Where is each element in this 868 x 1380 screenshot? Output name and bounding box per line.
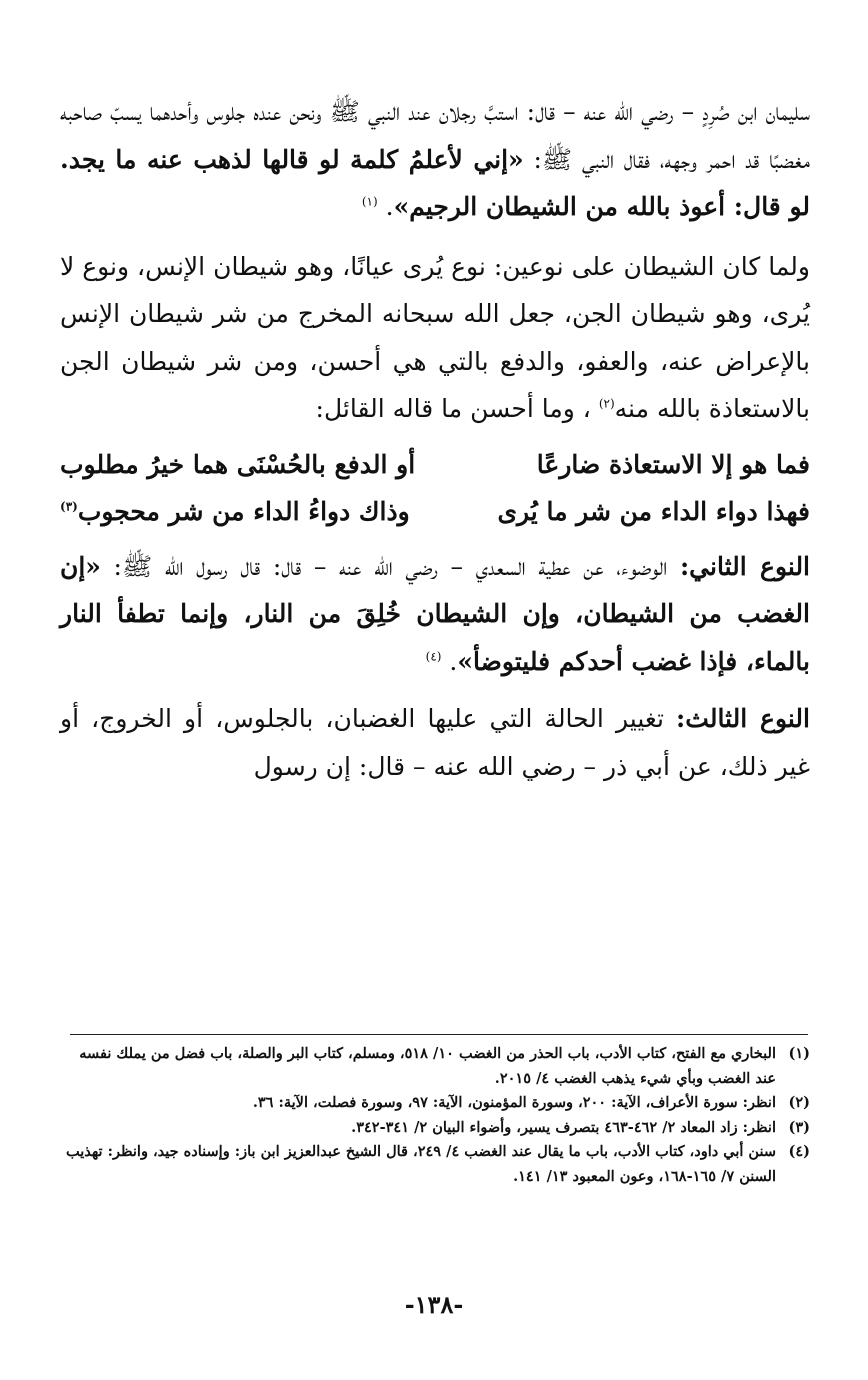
footnote-3-number: (٣) xyxy=(788,1118,810,1136)
verse-2-second-hemistich: وذاك دواءُ الداء من شر محجوب xyxy=(77,496,410,526)
footnote-1 xyxy=(60,1042,810,1091)
footnote-2-text: انظر: سورة الأعراف، الآية: ٢٠٠، وسورة المؤمنون، الآية: ٩٧، وسورة فصلت، الآية: ٣٦. xyxy=(252,1094,776,1111)
footnote-4-number: (٤) xyxy=(788,1143,810,1160)
footnote-3 xyxy=(60,1116,810,1141)
paragraph-2 xyxy=(60,243,810,433)
paragraph-3 xyxy=(60,543,810,686)
paragraph-1-text-b: . xyxy=(385,192,394,221)
footnote-ref-1[interactable]: (١) xyxy=(361,194,378,209)
verse-1-second-hemistich: أو الدفع بالحُسْنَى هما خيرُ مطلوب xyxy=(60,449,416,479)
page-body xyxy=(60,88,810,790)
verse-1 xyxy=(60,441,810,488)
paragraph-4-heading: النوع الثالث: xyxy=(676,704,810,733)
footnotes xyxy=(60,1042,810,1189)
footnote-2-number: (٢) xyxy=(788,1094,810,1111)
paragraph-3-hadith: «إن الغضب من الشيطان، وإن الشيطان خُلِقَ من النار، وإنما تطفأ النار بالماء، فإذا غضب أحدكم فليتوضأ» xyxy=(60,551,810,676)
paragraph-1-text-a: سليمان ابن صُرِدٍ – رضي الله عنه – قال: استبَّ رجلان عند النبي ﷺ ونحن عنده جلوس وأحدهما يسبّ صاحبه مغضبًا قد احمر وجهه، فقال النبي ﷺ: xyxy=(60,97,810,174)
footnote-ref-3[interactable]: (٣) xyxy=(60,499,78,514)
footnote-4 xyxy=(60,1140,810,1189)
verse-2-second-hemistich-wrap xyxy=(60,488,410,535)
paragraph-3-heading: النوع الثاني: xyxy=(679,551,811,581)
paragraph-4 xyxy=(60,695,810,790)
footnote-ref-2[interactable]: (٢) xyxy=(598,396,615,411)
verse-2 xyxy=(60,488,810,535)
paragraph-2-text-b: ، وما أحسن ما قاله القائل: xyxy=(315,394,599,423)
paragraph-2-text-a: ولما كان الشيطان على نوعين: نوع يُرى عيانًا، وهو شيطان الإنس، ونوع لا يُرى، وهو شيطان الجن، جعل الله سبحانه المخرج من شر شيطان الإنس بالإعراض عنه، والعفو، والدفع بالتي هي أحسن، ومن شر شيطان الجن بالاستعاذة بالله منه xyxy=(60,251,810,423)
paragraph-3-text-a: الوضوء، عن عطية السعدي – رضي الله عنه – قال: قال رسول الله ﷺ: xyxy=(100,551,680,581)
footnote-1-text: البخاري مع الفتح، كتاب الأدب، باب الحذر من الغضب ١٠/ ٥١٨، ومسلم، كتاب البر والصلة، باب فضل من يملك نفسه عند الغضب وبأي شيء يذهب الغضب ٤/ ٢٠١٥. xyxy=(79,1045,776,1087)
paragraph-3-text-b: . xyxy=(449,646,458,676)
verse-2-first-hemistich: فهذا دواء الداء من شر ما يُرى xyxy=(497,496,810,526)
footnote-4-text: سنن أبي داود، كتاب الأدب، باب ما يقال عند الغضب ٤/ ٢٤٩، قال الشيخ عبدالعزيز ابن باز: وإسناده جيد، وانظر: تهذيب السنن ٧/ ١٦٥-١٦٨، وعون المعبود ١٣/ ١٤١. xyxy=(65,1143,776,1185)
footnote-2 xyxy=(60,1091,810,1116)
page-number: -١٣٨- xyxy=(404,1290,464,1319)
footnote-divider xyxy=(70,1034,808,1035)
paragraph-1-hadith: «إني لأعلمُ كلمة لو قالها لذهب عنه ما يجد. لو قال: أعوذ بالله من الشيطان الرجيم» xyxy=(60,144,810,221)
poem xyxy=(60,441,810,535)
paragraph-4-text: تغيير الحالة التي عليها الغضبان، بالجلوس، أو الخروج، أو غير ذلك، عن أبي ذر – رضي الله عنه – قال: إن رسول xyxy=(60,704,810,781)
footnote-1-number: (١) xyxy=(788,1045,810,1062)
verse-1-first-hemistich: فما هو إلا الاستعاذة ضارعًا xyxy=(536,449,810,479)
paragraph-1 xyxy=(60,88,810,231)
footnote-3-text: انظر: زاد المعاد ٢/ ٤٦٢-٤٦٣ بتصرف يسير، وأضواء البيان ٢/ ٣٤١-٣٤٢. xyxy=(351,1118,776,1136)
footnote-ref-4[interactable]: (٤) xyxy=(425,649,442,664)
